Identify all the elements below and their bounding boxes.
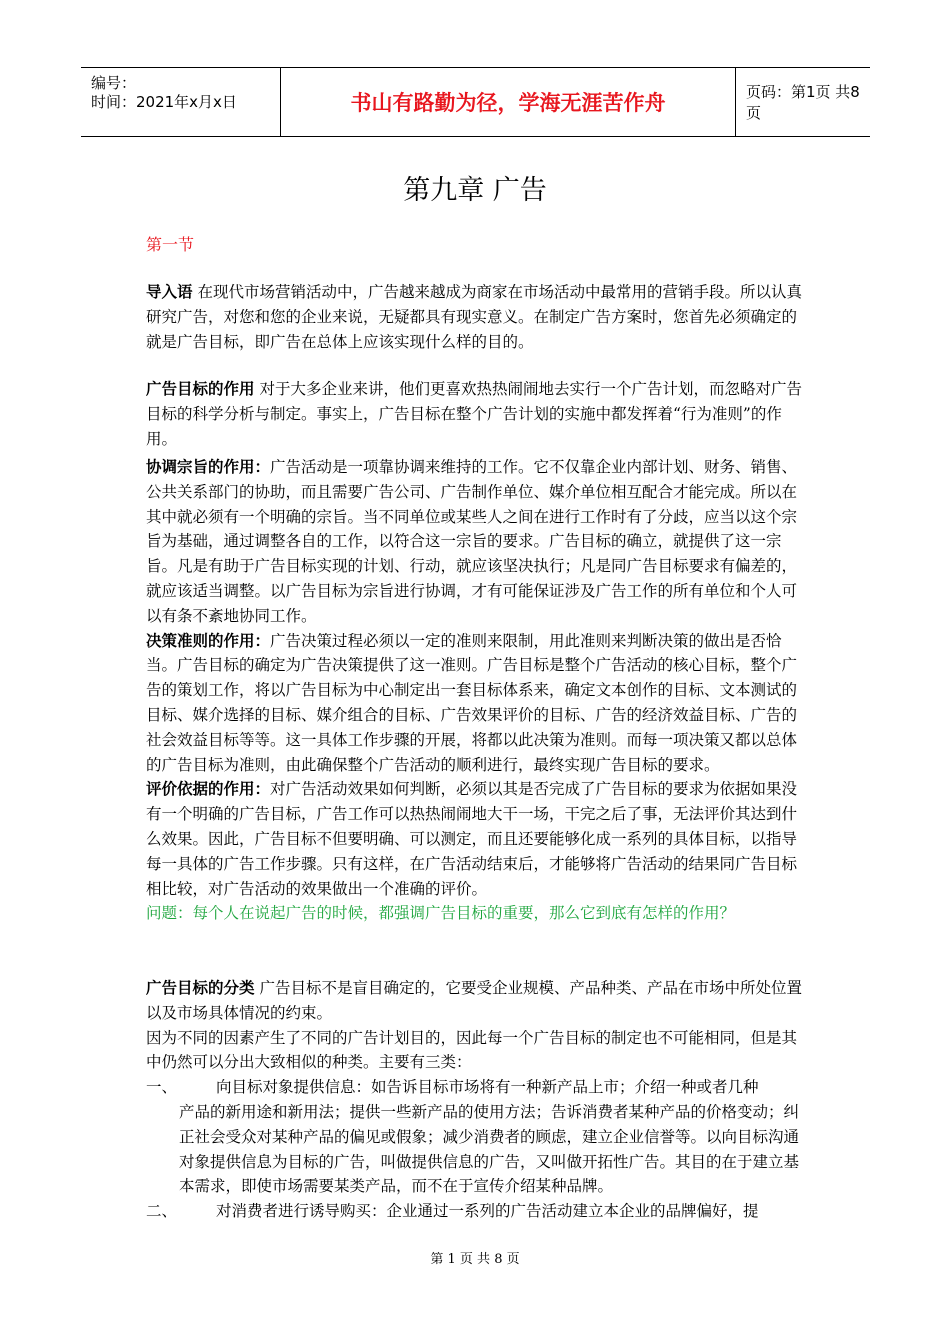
classification-label: 广告目标的分类 bbox=[146, 979, 255, 997]
role-label: 广告目标的作用 bbox=[146, 380, 255, 398]
item-continuation: 产品的新用途和新用法；提供一些新产品的使用方法；告诉消费者某种产品的价格变动；纠正社会受众对某种产品的偏见或假象；减少消费者的顾虑，建立企业信誉等。以向目标沟通对象提供信息为目标的广告，叫做提供信息的广告，又叫做开拓性广告。其目的在于建立基本需求，即使市场需要某类产品，而不在于宣传介绍某种品牌。 bbox=[179, 1102, 800, 1196]
item-first-line: 向目标对象提供信息：如告诉目标市场将有一种新产品上市；介绍一种或者几种 bbox=[216, 1078, 759, 1097]
coordination-label: 协调宗旨的作用： bbox=[146, 458, 271, 476]
coordination-text: 广告活动是一项靠协调来维持的工作。它不仅靠企业内部计划、财务、销售、公共关系部门的协助，而且需要广告公司、广告制作单位、媒介单位相互配合才能完成。所以在其中就必须有一个明确的宗旨。当不同单位或某些人之间在进行工作时有了分歧，应当以这个宗旨为基础，通过调整各自的工作，以符合这一宗旨的要求。广告目标的确立，就提供了这一宗旨。凡是有助于广告目标实现的计划、行动，就应该坚决执行；凡是同广告目标要求有偏差的，就应该适当调整。以广告目标为宗旨进行协调，才有可能保证涉及广告工作的所有单位和个人可以有条不紊地协同工作。 bbox=[146, 458, 798, 625]
classification-section bbox=[146, 976, 810, 1224]
decision-paragraph bbox=[146, 629, 810, 778]
intro-label: 导入语 bbox=[146, 283, 193, 301]
item-number: 二、 bbox=[146, 1202, 178, 1221]
item-number: 一、 bbox=[146, 1078, 178, 1097]
header-motto: 书山有路勤为径，学海无涯苦作舟 bbox=[281, 68, 736, 136]
page-footer: 第 1 页 共 8 页 bbox=[430, 1252, 520, 1267]
question-text: 问题：每个人在说起广告的时候，都强调广告目标的重要，那么它到底有怎样的作用？ bbox=[146, 904, 736, 923]
list-item bbox=[146, 1075, 810, 1100]
list-item bbox=[146, 1199, 810, 1224]
evaluation-paragraph bbox=[146, 777, 810, 901]
decision-text: 广告决策过程必须以一定的准则来限制，用此准则来判断决策的做出是否恰当。广告目标的确定为广告决策提供了这一准则。广告目标是整个广告活动的核心目标，整个广告的策划工作，将以广告目标为中心制定出一套目标体系来，确定文本创作的目标、文本测试的目标、媒介选择的目标、媒介组合的目标、广告效果评价的目标、广告的经济效益目标、广告的社会效益目标等等。这一具体工作步骤的开展，将都以此决策为准则。而每一项决策又都以总体的广告目标为准则，由此确保整个广告活动的顺利进行，最终实现广告目标的要求。 bbox=[146, 631, 798, 774]
time-label: 时间：2021年x月x日 bbox=[91, 93, 237, 111]
number-label: 编号： bbox=[91, 74, 137, 92]
intro-paragraph bbox=[146, 280, 810, 355]
page-header bbox=[81, 67, 870, 137]
classification-paragraph bbox=[146, 976, 810, 1026]
classification-paragraph-2: 因为不同的因素产生了不同的广告计划目的，因此每一个广告目标的制定也不可能相同，但是其中仍然可以分出大致相似的种类。主要有三类： bbox=[146, 1028, 798, 1072]
coordination-paragraph bbox=[146, 455, 810, 629]
decision-label: 决策准则的作用： bbox=[146, 631, 271, 650]
role-paragraph bbox=[146, 377, 810, 452]
roles-detail bbox=[146, 455, 810, 926]
evaluation-text: 对广告活动效果如何判断，必须以其是否完成了广告目标的要求为依据如果没有一个明确的广告目标，广告工作可以热热闹闹地大干一场，干完之后了事，无法评价其达到什么效果。因此，广告目标不但要明确、可以测定，而且还要能够化成一系列的具体目标，以指导每一具体的广告工作步骤。只有这样，在广告活动结束后，才能够将广告活动的结果同广告目标相比较，对广告活动的效果做出一个准确的评价。 bbox=[146, 780, 798, 898]
classification-text: 广告目标不是盲目确定的，它要受企业规模、产品种类、产品在市场中所处位置以及市场具体情况的约束。 bbox=[146, 979, 802, 1022]
section-heading: 第一节 bbox=[146, 235, 195, 254]
item-first-line: 对消费者进行诱导购买：企业通过一系列的广告活动建立本企业的品牌偏好，提 bbox=[216, 1202, 759, 1221]
header-meta bbox=[81, 68, 281, 136]
header-page-info: 页码：第1页 共8页 bbox=[746, 83, 860, 122]
intro-text: 在现代市场营销活动中，广告越来越成为商家在市场活动中最常用的营销手段。所以认真研究广告，对您和您的企业来说，无疑都具有现实意义。在制定广告方案时，您首先必须确定的就是广告目标，即广告在总体上应该实现什么样的目的。 bbox=[146, 283, 802, 351]
chapter-title: 第九章 广告 bbox=[403, 175, 547, 206]
evaluation-label: 评价依据的作用： bbox=[146, 780, 271, 799]
role-text: 对于大多企业来讲，他们更喜欢热热闹闹地去实行一个广告计划，而忽略对广告目标的科学分析与制定。事实上，广告目标在整个广告计划的实施中都发挥着“行为准则”的作用。 bbox=[146, 380, 802, 448]
